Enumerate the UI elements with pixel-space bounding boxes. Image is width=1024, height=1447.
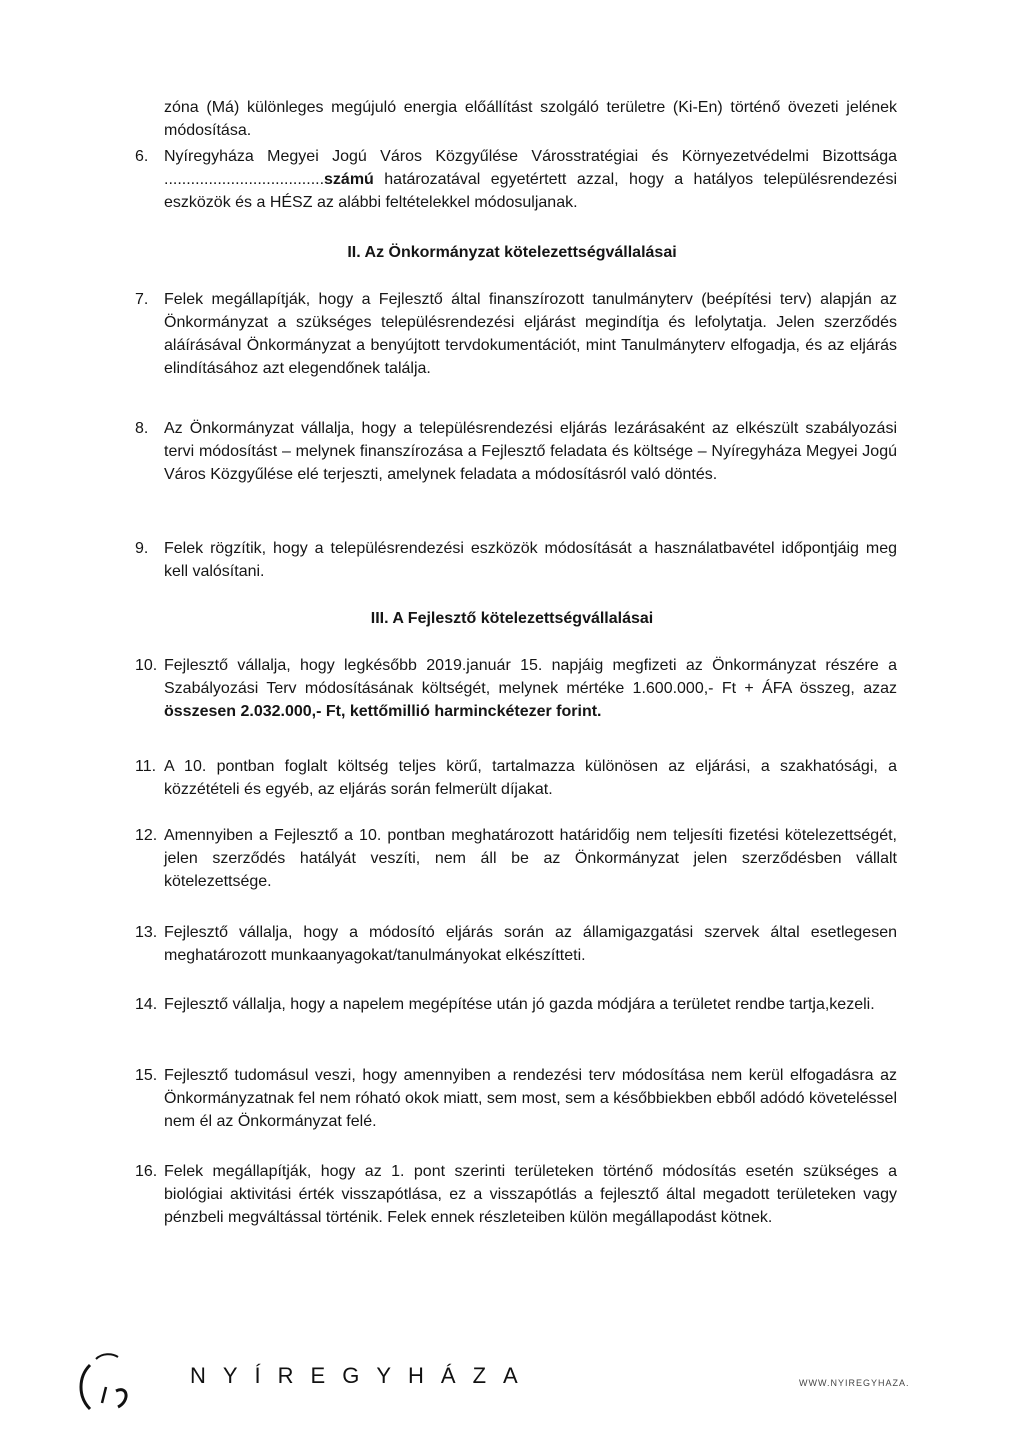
item-number: 12. [135, 827, 158, 844]
section-heading-ii: II. Az Önkormányzat kötelezettségvállalásai [347, 244, 677, 261]
list-item-16 [135, 1160, 897, 1229]
item-text: Felek megállapítják, hogy a Fejlesztő által finanszírozott tanulmányterv (beépítési terv) alapján az Önkormányzat a szükséges településrendezési eljárást megindítja és lefolytatja. Jelen szerződés aláírásával Önkormányzat a benyújtott tervdokumentációt, mint Tanulmányterv elfogadja, és az eljárás elindításához azt elegendőnek találja. [164, 291, 897, 377]
section-heading-iii: III. A Fejlesztő kötelezettségvállalásai [370, 610, 654, 627]
item-text-line1: Nyíregyháza Megyei Jogú Város Közgyűlése Városstratégiai és Környezetvédelmi Bizottsága [164, 148, 897, 165]
item-number: 11. [135, 758, 157, 775]
item-text-rest: határozatával egyetértett azzal, hogy a hatályos településrendezési eszközök és a HÉSZ az alábbi feltételekkel módosuljanak. [164, 171, 897, 211]
item-text [164, 145, 897, 214]
item-number: 8. [135, 420, 149, 437]
list-item-8 [135, 417, 897, 486]
item-number: 7. [135, 291, 149, 308]
item-number: 14. [135, 996, 158, 1013]
item-text: Fejlesztő vállalja, hogy a napelem megépítése után jó gazda módjára a területet rendbe tartja,kezeli. [164, 996, 875, 1013]
item-text: Fejlesztő vállalja, hogy a módosító eljárás során az államigazgatási szervek által esetlegesen meghatározott munkaanyagokat/tanulmányokat elkészítteti. [164, 924, 897, 964]
city-brand-name: NYÍREGYHÁZA [190, 1363, 535, 1388]
list-item-13 [135, 921, 897, 967]
list-item-11 [135, 755, 897, 801]
list-item-7 [135, 288, 897, 380]
item-text: Az Önkormányzat vállalja, hogy a településrendezési eljárás lezárásaként az elkészült szabályozási tervi módosítást – melynek finanszírozása a Fejlesztő feladata és költsége – Nyíregyháza Megyei Jogú Város Közgyűlése elé terjeszti, amelynek feladata a módosításról való döntés. [164, 420, 897, 483]
list-item-15 [135, 1064, 897, 1133]
item-number: 13. [135, 924, 158, 941]
item-text-plain: Fejlesztő vállalja, hogy legkésőbb 2019.január 15. napjáig megfizeti az Önkormányzat részére a Szabályozási Terv módosításának költségét, melynek mértéke 1.600.000,- Ft + ÁFA összeg, azaz [164, 657, 897, 697]
list-item-12 [135, 824, 897, 893]
item-text: A 10. pontban foglalt költség teljes körű, tartalmazza különösen az eljárási, a szakhatósági, a közzétételi és egyéb, az eljárás során felmerült díjakat. [164, 758, 897, 798]
list-item-10 [135, 654, 897, 723]
city-logo-icon [76, 1345, 166, 1415]
item-text [164, 654, 897, 723]
item-number: 10. [135, 657, 158, 674]
footer-website: WWW.NYIREGYHAZA. [799, 1378, 910, 1388]
item-number: 15. [135, 1067, 158, 1084]
bold-amount: összesen 2.032.000,- Ft, kettőmillió harminckétezer forint. [164, 703, 602, 720]
list-item-14 [135, 993, 897, 1016]
list-item-6 [135, 145, 897, 214]
item-number: 16. [135, 1163, 158, 1180]
list-item-9 [135, 537, 897, 583]
item-text: Felek megállapítják, hogy az 1. pont szerinti területeken történő módosítás esetén szükséges a biológiai aktivitási érték visszapótlása, ez a visszapótlás a fejlesztő által megadott területeken vagy pénzbeli megváltással történik. Felek ennek részleteiben külön megállapodást kötnek. [164, 1163, 897, 1226]
item-text: Amennyiben a Fejlesztő a 10. pontban meghatározott határidőig nem teljesíti fizetési kötelezettségét, jelen szerződés hatályát veszíti, nem áll be az Önkormányzat jelen szerződésben vállalt kötelezettsége. [164, 827, 897, 890]
bold-text: számú [324, 171, 374, 188]
item-number: 6. [135, 148, 149, 165]
item-text: Felek rögzítik, hogy a településrendezési eszközök módosítását a használatbavétel időpontjáig meg kell valósítani. [164, 540, 897, 580]
item-text: Fejlesztő tudomásul veszi, hogy amennyiben a rendezési terv módosítása nem kerül elfogadásra az Önkormányzatnak fel nem róható okok miatt, sem most, sem a későbbiekben ebből adódó követeléssel nem él az Önkormányzat felé. [164, 1067, 897, 1130]
paragraph-zone-modification: zóna (Má) különleges megújuló energia előállítást szolgáló területre (Ki-En) történő övezeti jelének módosítása. [164, 99, 897, 139]
item-number: 9. [135, 540, 149, 557]
blank-dots: .................................... [164, 171, 325, 188]
